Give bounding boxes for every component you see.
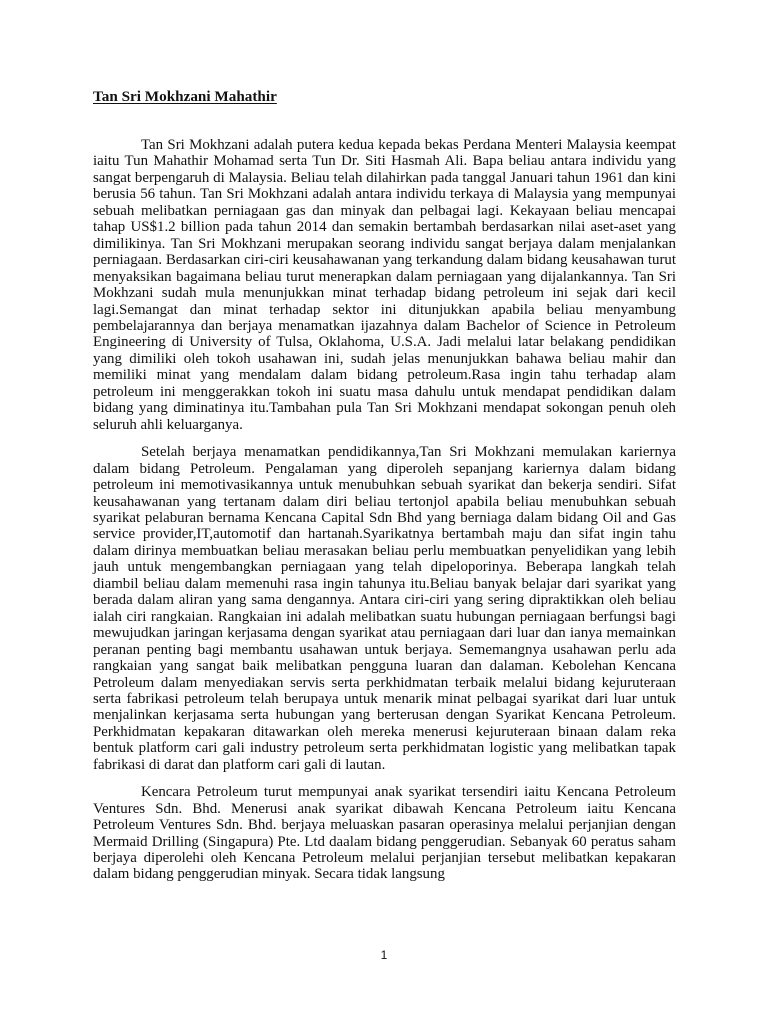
document-title: Tan Sri Mokhzani Mahathir xyxy=(93,88,277,105)
paragraph-2: Setelah berjaya menamatkan pendidikannya,Tan Sri Mokhzani memulakan kariernya dalam bidang Petroleum. Pengalaman yang diperoleh sepanjang kariernya dalam bidang petroleum ini memotivasikannya untuk menubuhkan sebuah syarikat dan bekerja sendiri. Sifat keusahawanan yang tertanam dalam diri beliau tertonjol apabila beliau menubuhkan sebuah syarikat pelaburan bernama Kencana Capital Sdn Bhd yang berniaga dalam bidang Oil and Gas service provider,IT,automotif dan hartanah.Syarikatnya bertambah maju dan sifat ingin tahu dalam dirinya membuatkan beliau merasakan beliau perlu membuatkan penyelidikan yang lebih jauh untuk mengembangkan perniagaan yang telah dipeloporinya. Beberapa langkah telah diambil beliau dalam memenuhi rasa ingin tahunya itu.Beliau banyak belajar dari syarikat yang berada dalam aliran yang sama dengannya. Antara ciri-ciri yang sering dipraktikkan oleh beliau ialah ciri rangkaian. Rangkaian ini adalah melibatkan suatu hubungan perniagaan berfungsi bagi mewujudkan jaringan kerjasama dengan syarikat atau perniagaan dari luar dan ianya memainkan peranan penting bagi membantu usahawan untuk berjaya. Sememangnya usahawan perlu ada rangkaian yang sangat baik melibatkan pengguna luaran dan dalaman. Kebolehan Kencana Petroleum dalam menyediakan servis serta perkhidmatan terbaik melalui bidang kejuruteraan serta fabrikasi petroleum telah berupaya untuk menarik minat pelbagai syarikat dari luar untuk menjalinkan kerjasama serta hubungan yang berterusan dengan Syarikat Kencana Petroleum. Perkhidmatan kepakaran ditawarkan oleh mereka menerusi kejuruteraan binaan dalam reka bentuk platform cari gali industry petroleum serta perkhidmatan logistic yang melibatkan tapak fabrikasi di darat dan platform cari gali di lautan. xyxy=(93,444,676,773)
paragraph-3: Kencara Petroleum turut mempunyai anak syarikat tersendiri iaitu Kencana Petroleum Ventures Sdn. Bhd. Menerusi anak syarikat dibawah Kencana Petroleum iaitu Kencana Petroleum Ventures Sdn. Bhd. berjaya meluaskan pasaran operasinya melalui perjanjian dengan Mermaid Drilling (Singapura) Pte. Ltd daalam bidang penggerudian. Sebanyak 60 peratus saham berjaya diperolehi oleh Kencana Petroleum melalui perjanjian tersebut melibatkan kepakaran dalam bidang penggerudian minyak. Secara tidak langsung xyxy=(93,784,676,883)
paragraph-1: Tan Sri Mokhzani adalah putera kedua kepada bekas Perdana Menteri Malaysia keempat iaitu Tun Mahathir Mohamad serta Tun Dr. Siti Hasmah Ali. Bapa beliau antara individu yang sangat berpengaruh di Malaysia. Beliau telah dilahirkan pada tanggal Januari tahun 1961 dan kini berusia 56 tahun. Tan Sri Mokhzani adalah antara individu terkaya di Malaysia yang mempunyai sebuah melibatkan perniagaan gas dan minyak dan pelbagai lagi. Kekayaan beliau mencapai tahap US$1.2 billion pada tahun 2014 dan semakin bertambah berdasarkan nilai aset-aset yang dimilikinya. Tan Sri Mokhzani merupakan seorang individu sangat berjaya dalam menjalankan perniagaan. Berdasarkan ciri-ciri keusahawanan yang terkandung dalam bidang keusahawan turut menyaksikan bagaimana beliau turut menerapkan dalam perniagaan yang dijalankannya. Tan Sri Mokhzani sudah mula menunjukkan minat terhadap bidang petroleum ini sejak dari kecil lagi.Semangat dan minat terhadap sektor ini ditunjukkan apabila beliau menyambung pembelajarannya dan berjaya menamatkan ijazahnya dalam Bachelor of Science in Petroleum Engineering di University of Tulsa, Oklahoma, U.S.A. Jadi melalui latar belakang pendidikan yang dimiliki oleh tokoh usahawan ini, sudah jelas menunjukkan bahawa beliau mahir dan memiliki minat yang mendalam dalam bidang petroleum.Rasa ingin tahu terhadap alam petroleum ini menggerakkan tokoh ini suatu masa dahulu untuk mendapat pendidikan dalam bidang yang diminatinya itu.Tambahan pula Tan Sri Mokhzani mendapat sokongan penuh oleh seluruh ahli keluarganya. xyxy=(93,137,676,433)
document-body xyxy=(93,137,676,894)
page-number: 1 xyxy=(380,948,388,962)
